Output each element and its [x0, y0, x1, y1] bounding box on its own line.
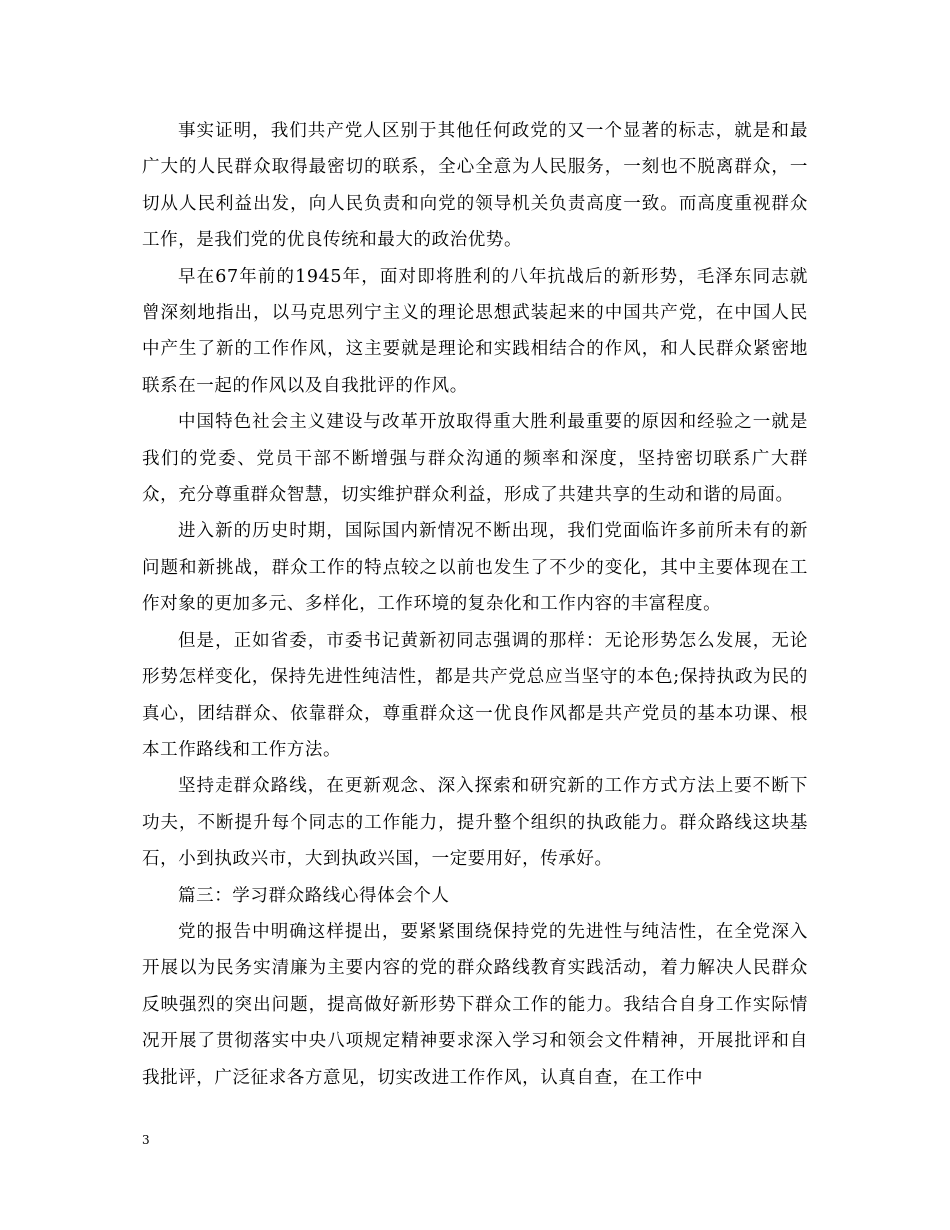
body-text — [142, 113, 808, 1096]
paragraph-3: 中国特色社会主义建设与改革开放取得重大胜利最重要的原因和经验之一就是我们的党委、党员干部不断增强与群众沟通的频率和深度，坚持密切联系广大群众，充分尊重群众智慧，切实维护群众利益，形成了共建共享的生动和谐的局面。 — [142, 412, 808, 506]
paragraph-7: 党的报告中明确这样提出，要紧紧围绕保持党的先进性与纯洁性，在全党深入开展以为民务实清廉为主要内容的党的群众路线教育实践活动，着力解决人民群众反映强烈的突出问题，提高做好新形势下群众工作的能力。我结合自身工作实际情况开展了贯彻落实中央八项规定精神要求深入学习和领会文件精神，开展批评和自我批评，广泛征求各方意见，切实改进工作作风，认真自查，在工作中 — [142, 921, 808, 1088]
paragraph-1: 事实证明，我们共产党人区别于其他任何政党的又一个显著的标志，就是和最广大的人民群众取得最密切的联系，全心全意为人民服务，一刻也不脱离群众，一切从人民利益出发，向人民负责和向党的领导机关负责高度一致。而高度重视群众工作，是我们党的优良传统和最大的政治优势。 — [142, 121, 808, 251]
paragraph-4: 进入新的历史时期，国际国内新情况不断出现，我们党面临许多前所未有的新问题和新挑战，群众工作的特点较之以前也发生了不少的变化，其中主要体现在工作对象的更加多元、多样化，工作环境的复杂化和工作内容的丰富程度。 — [142, 521, 808, 615]
section-heading: 篇三：学习群众路线心得体会个人 — [178, 885, 450, 906]
page-number: 3 — [142, 1133, 150, 1147]
paragraph-5: 但是，正如省委，市委书记黄新初同志强调的那样：无论形势怎么发展，无论形势怎样变化，保持先进性纯洁性，都是共产党总应当坚守的本色;保持执政为民的真心，团结群众、依靠群众，尊重群众这一优良作风都是共产党员的基本功课、根本工作路线和工作方法。 — [142, 630, 808, 760]
paragraph-2: 早在67年前的1945年，面对即将胜利的八年抗战后的新形势，毛泽东同志就曾深刻地指出，以马克思列宁主义的理论思想武装起来的中国共产党，在中国人民中产生了新的工作作风，这主要就是理论和实践相结合的作风，和人民群众紧密地联系在一起的作风以及自我批评的作风。 — [142, 266, 808, 396]
paragraph-6: 坚持走群众路线，在更新观念、深入探索和研究新的工作方式方法上要不断下功夫，不断提升每个同志的工作能力，提升整个组织的执政能力。群众路线这块基石，小到执政兴市，大到执政兴国，一定要用好，传承好。 — [142, 776, 808, 870]
